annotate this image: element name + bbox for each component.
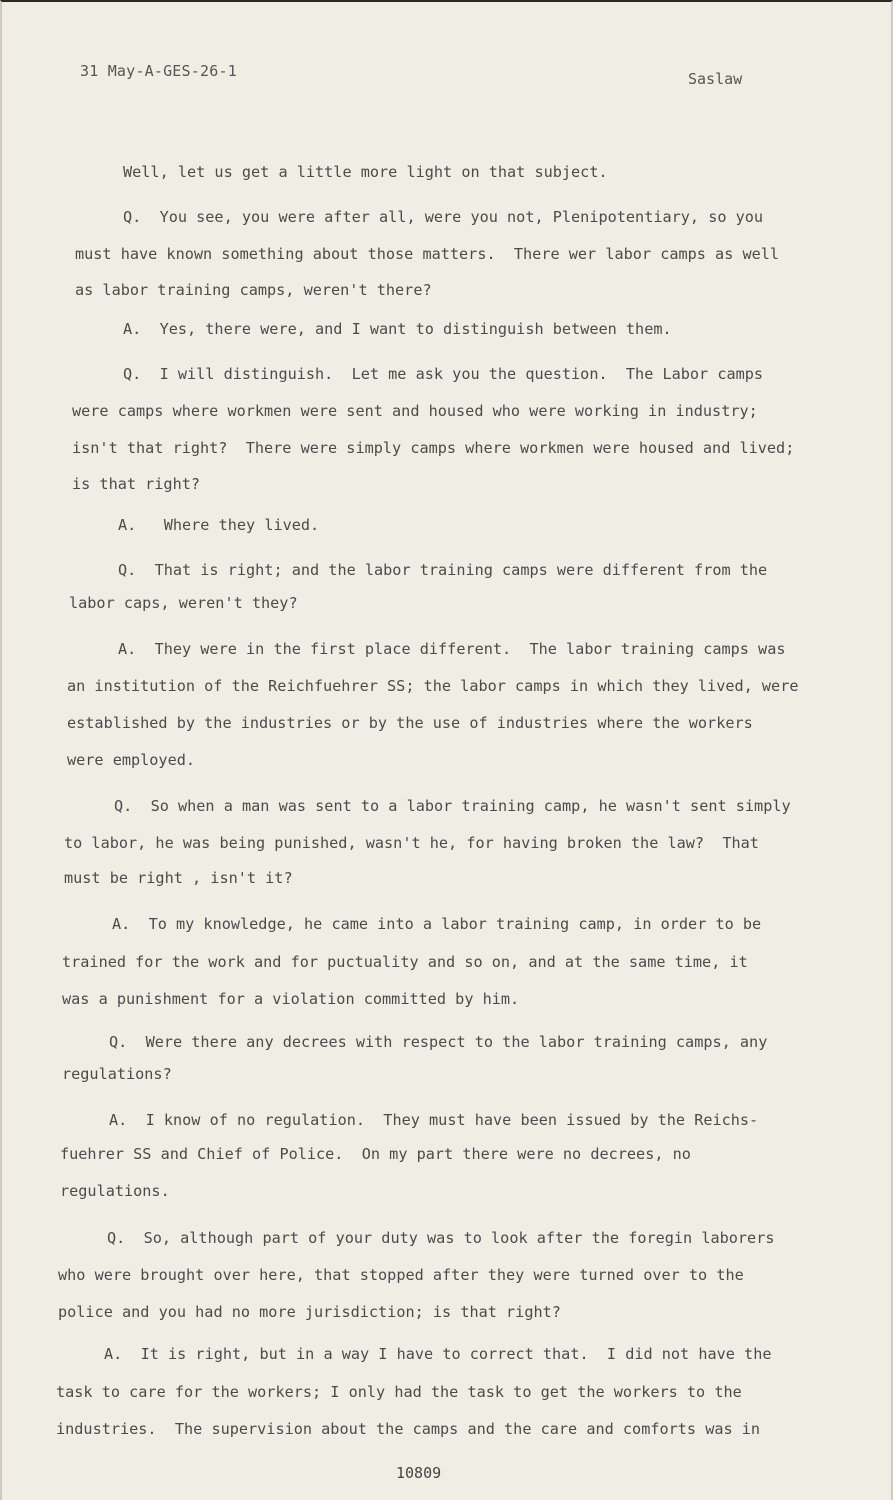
text-line: regulations. — [60, 1182, 170, 1200]
text-line: Q. I will distinguish. Let me ask you the question. The Labor camps — [123, 365, 764, 383]
text-line: A. It is right, but in a way I have to correct that. I did not have the — [104, 1345, 772, 1363]
text-line: were employed. — [67, 751, 196, 769]
text-line: labor caps, weren't they? — [69, 594, 298, 612]
text-line: fuehrer SS and Chief of Police. On my part there were no decrees, no — [60, 1145, 691, 1163]
text-line: is that right? — [72, 475, 201, 493]
text-line: task to care for the workers; I only had the task to get the workers to the — [56, 1383, 742, 1401]
text-line: established by the industries or by the use of industries where the workers — [67, 714, 753, 732]
text-line: Q. That is right; and the labor training camps were different from the — [118, 561, 768, 579]
text-line: Q. So when a man was sent to a labor training camp, he wasn't sent simply — [114, 797, 791, 815]
text-line: who were brought over here, that stopped after they were turned over to the — [58, 1266, 744, 1284]
text-line: Q. So, although part of your duty was to look after the foregin laborers — [107, 1229, 775, 1247]
text-line: must be right , isn't it? — [64, 869, 293, 887]
text-line: as labor training camps, weren't there? — [75, 281, 432, 299]
text-line: Q. Were there any decrees with respect to the labor training camps, any — [109, 1033, 768, 1051]
text-line: an institution of the Reichfuehrer SS; the labor camps in which they lived, were — [67, 677, 799, 695]
text-line: was a punishment for a violation committed by him. — [62, 990, 520, 1008]
text-line: must have known something about those matters. There wer labor camps as well — [75, 245, 780, 263]
text-line: were camps where workmen were sent and housed who were working in industry; — [72, 402, 758, 420]
text-line: A. Where they lived. — [118, 516, 320, 534]
document-id: 31 May-A-GES-26-1 — [80, 62, 237, 80]
text-line: isn't that right? There were simply camps where workmen were housed and lived; — [72, 439, 795, 457]
text-line: trained for the work and for puctuality and so on, and at the same time, it — [62, 953, 748, 971]
text-line: A. Yes, there were, and I want to distinguish between them. — [123, 320, 672, 338]
text-line: A. I know of no regulation. They must have been issued by the Reichs- — [109, 1111, 759, 1129]
page-number: 10809 — [396, 1464, 442, 1482]
text-line: A. To my knowledge, he came into a labor training camp, in order to be — [112, 915, 762, 933]
text-line: industries. The supervision about the camps and the care and comforts was in — [56, 1420, 761, 1438]
text-line: Well, let us get a little more light on that subject. — [123, 163, 608, 181]
text-line: A. They were in the first place different. The labor training camps was — [118, 640, 786, 658]
text-line: police and you had no more jurisdiction; is that right? — [58, 1303, 561, 1321]
text-line: Q. You see, you were after all, were you not, Plenipotentiary, so you — [123, 208, 764, 226]
reporter-name: Saslaw — [688, 70, 743, 88]
text-line: regulations? — [62, 1065, 172, 1083]
text-line: to labor, he was being punished, wasn't he, for having broken the law? That — [64, 834, 759, 852]
